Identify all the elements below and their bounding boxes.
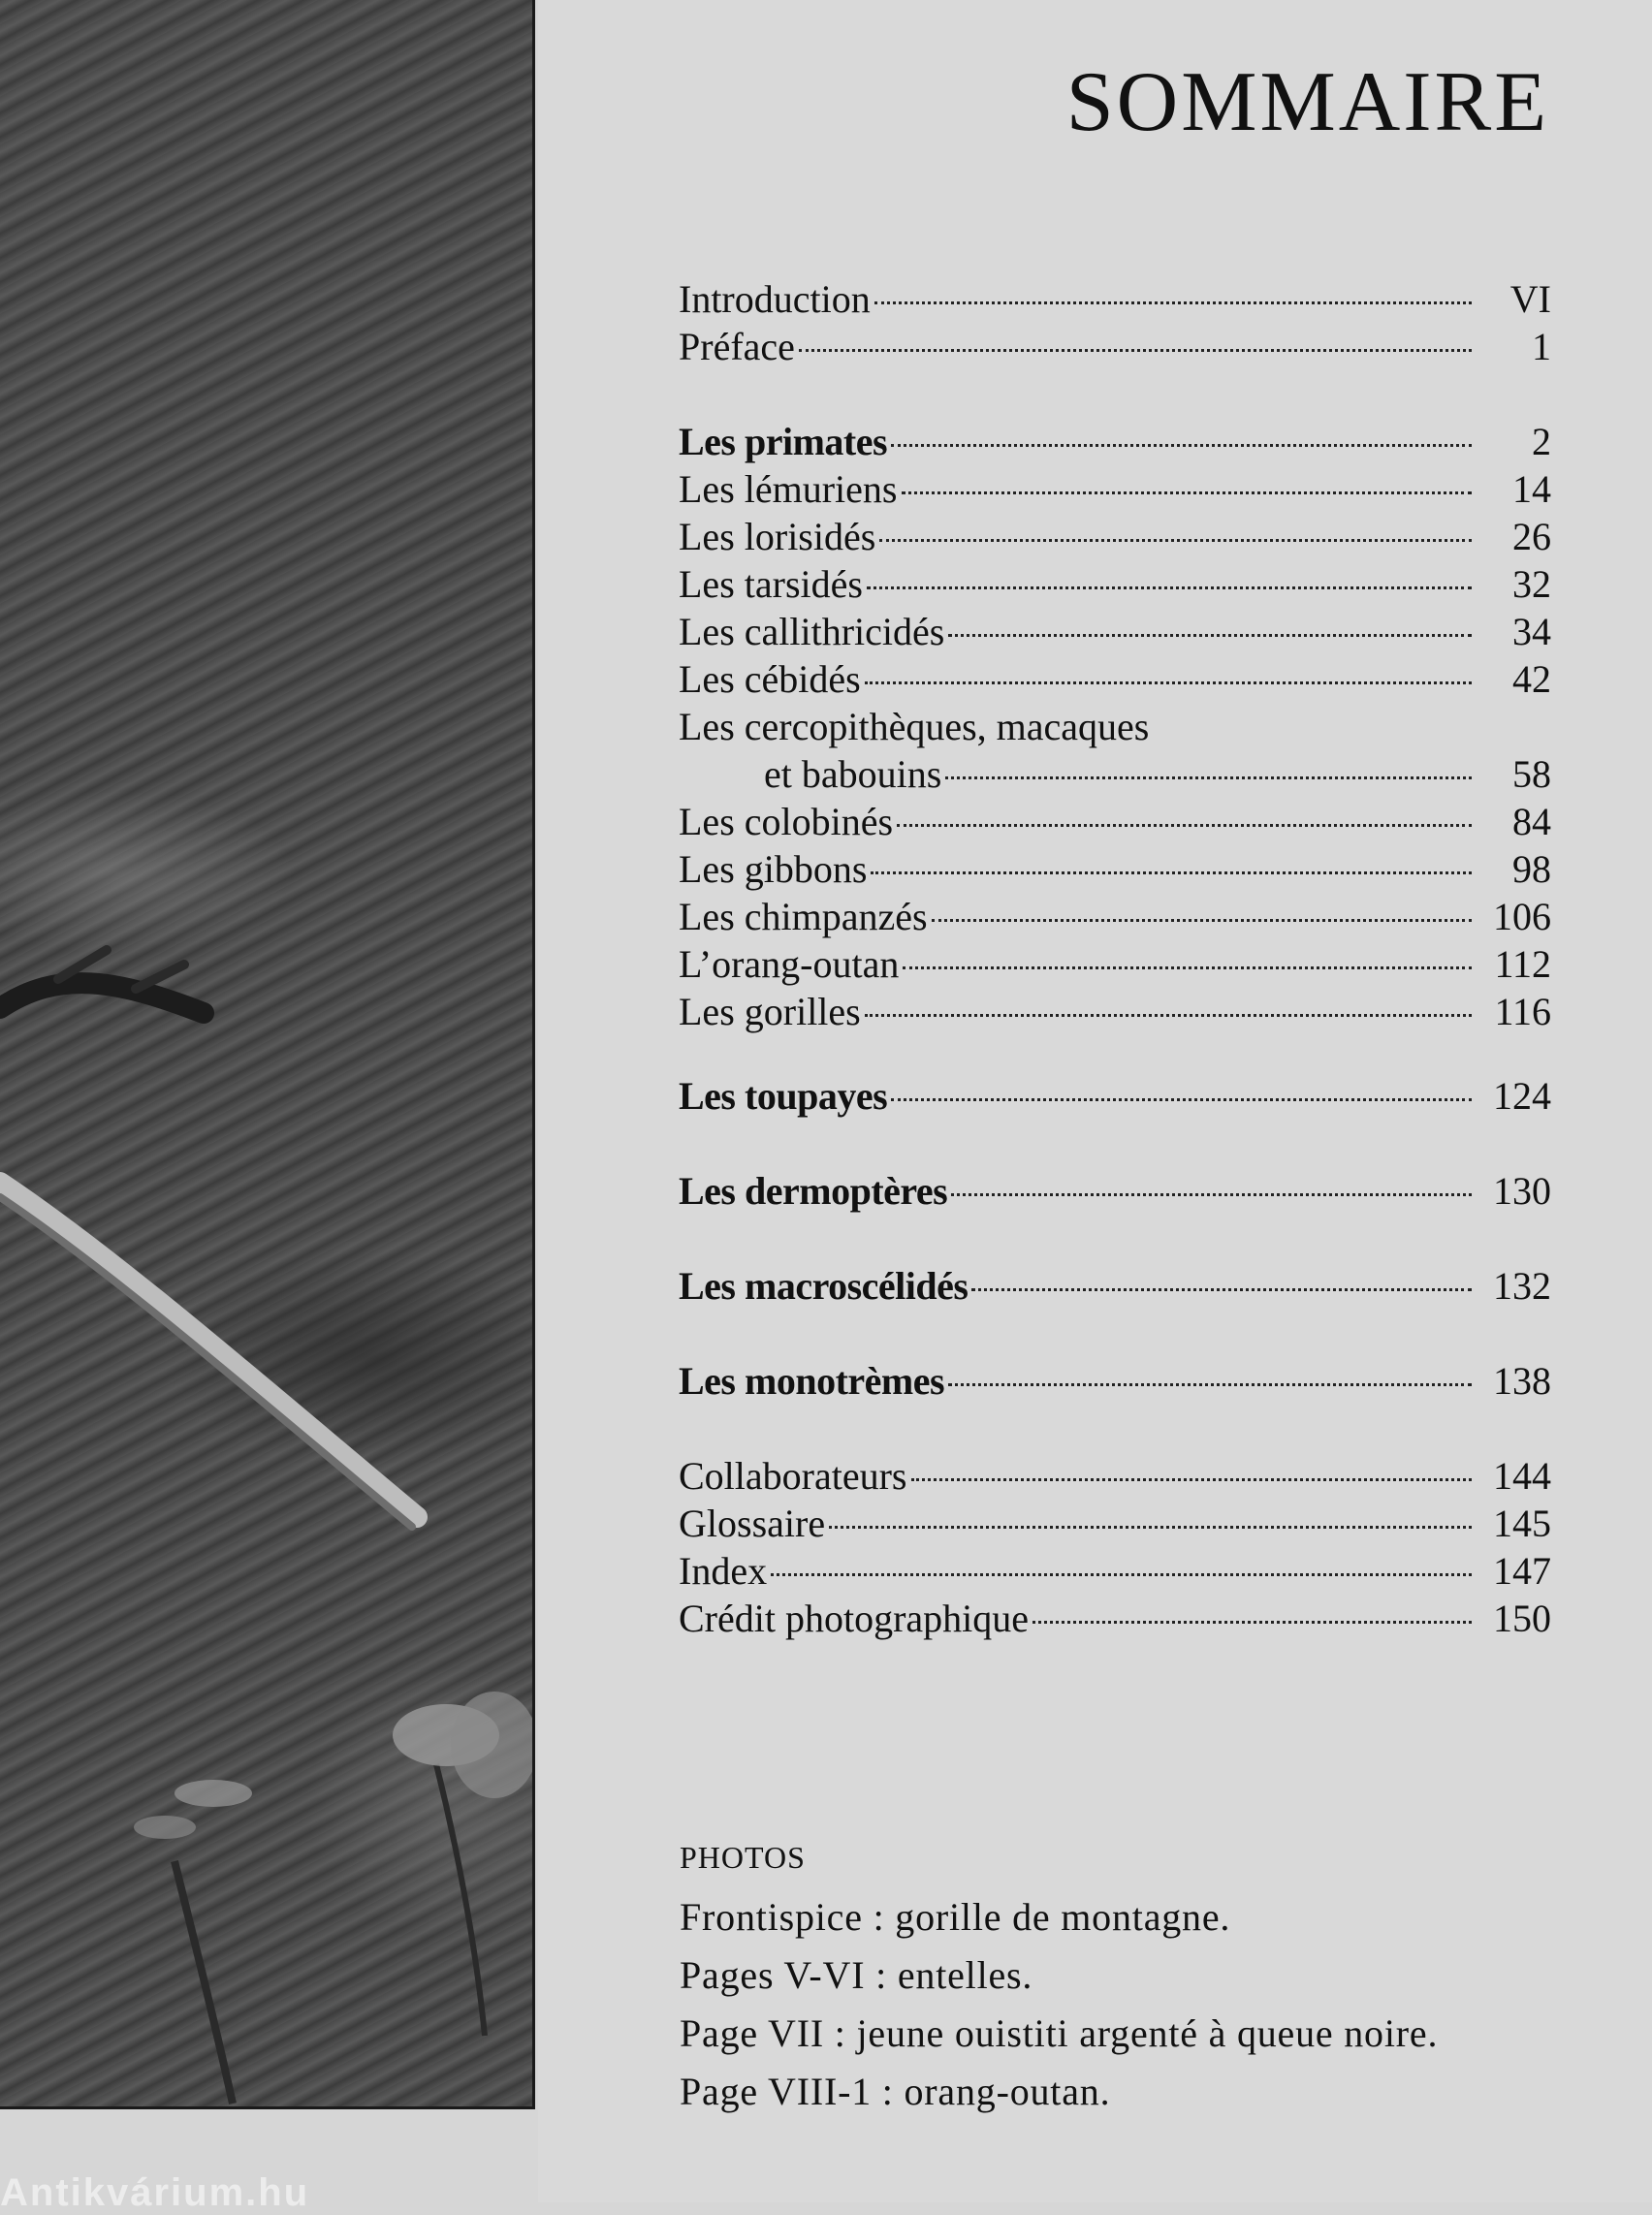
toc-entry-label: Préface [679, 325, 795, 368]
toc-entry-label: Les colobinés [679, 800, 894, 843]
toc-entry-page: 145 [1493, 1502, 1551, 1545]
toc-entry [679, 418, 1551, 466]
watermark: Antikvárium.hu [0, 2171, 310, 2214]
toc-leader-dots [897, 824, 1472, 827]
toc-entry [679, 560, 1551, 609]
toc-entry-page: 138 [1493, 1359, 1551, 1403]
toc-entry-page: 147 [1493, 1549, 1551, 1593]
toc-entry-label: Les dermoptères [679, 1169, 948, 1213]
toc-entry-label: Introduction [679, 277, 871, 321]
toc-entry-label: Les gibbons [679, 847, 868, 891]
photos-caption: Frontispice : gorille de montagne. [680, 1895, 1231, 1939]
toc-entry-page: 106 [1493, 895, 1551, 938]
toc-entry-label: et babouins [764, 752, 942, 796]
toc-entry-label: Les cébidés [679, 657, 861, 701]
monkey-photo [0, 0, 535, 2109]
toc-entry-page: 32 [1512, 562, 1551, 606]
toc-entry [679, 798, 1551, 846]
toc-entry-page: 34 [1512, 610, 1551, 653]
toc-entry [679, 893, 1551, 941]
toc-leader-dots [879, 539, 1472, 542]
toc-entry-page: 144 [1493, 1454, 1551, 1498]
photos-caption: Page VIII-1 : orang-outan. [680, 2070, 1111, 2113]
toc-entry-label: Collaborateurs [679, 1454, 907, 1498]
toc-entry-label: Les gorilles [679, 990, 861, 1033]
toc-entry-label: Les macroscélidés [679, 1264, 969, 1308]
toc-entry [679, 1262, 1551, 1311]
toc-entry-label: Les tarsidés [679, 562, 863, 606]
photos-heading: PHOTOS [680, 1840, 806, 1875]
toc-leader-dots [871, 871, 1472, 874]
toc-entry-page: 1 [1532, 325, 1551, 368]
photo-illustration [0, 0, 535, 2109]
toc-entry-page: 130 [1493, 1169, 1551, 1213]
toc-entry-page: 124 [1493, 1074, 1551, 1118]
toc-entry-page: 42 [1512, 657, 1551, 701]
toc-entry-page: 116 [1494, 990, 1551, 1033]
toc-leader-dots [891, 1098, 1472, 1101]
toc-leader-dots [945, 776, 1472, 779]
photos-caption: Page VII : jeune ouistiti argenté à queue noire. [680, 2011, 1439, 2055]
toc-entry-page: 14 [1512, 467, 1551, 511]
toc-entry-page: 132 [1493, 1264, 1551, 1308]
toc-leader-dots [911, 1478, 1473, 1481]
toc-entry-label: Les toupayes [679, 1074, 888, 1118]
toc-entry [679, 1500, 1551, 1548]
toc-entry [679, 1357, 1551, 1406]
toc-entry-label: Les primates [679, 420, 888, 463]
toc-entry [679, 323, 1551, 371]
toc-entry [679, 513, 1551, 561]
toc-entry [679, 608, 1551, 656]
toc-entry-page: VI [1509, 277, 1551, 321]
toc-entry-label: Les lorisidés [679, 515, 876, 558]
toc-leader-dots [891, 444, 1472, 447]
toc-entry-page: 150 [1493, 1597, 1551, 1640]
toc-entry-page: 58 [1512, 752, 1551, 796]
toc-entry-page: 84 [1512, 800, 1551, 843]
photos-caption: Pages V-VI : entelles. [680, 1953, 1033, 1997]
contents-page [538, 0, 1652, 2202]
toc-entry [679, 1452, 1551, 1501]
toc-entry [679, 940, 1551, 989]
toc-leader-dots [948, 634, 1472, 637]
page-title: SOMMAIRE [1065, 55, 1549, 149]
toc-leader-dots [932, 919, 1472, 922]
toc-leader-dots [865, 1014, 1472, 1017]
toc-entry-label: L’orang-outan [679, 942, 900, 986]
toc-entry [679, 465, 1551, 514]
toc-entry-label: Index [679, 1549, 768, 1593]
photos-section [680, 1838, 1649, 2121]
toc-entry [679, 988, 1551, 1036]
toc-entry [679, 275, 1551, 324]
toc-leader-dots [903, 966, 1472, 969]
toc-leader-dots [902, 491, 1473, 494]
toc-entry-label: Les monotrèmes [679, 1359, 945, 1403]
toc-entry-page: 26 [1512, 515, 1551, 558]
toc-entry-page: 98 [1512, 847, 1551, 891]
toc-leader-dots [771, 1573, 1472, 1576]
toc-entry [679, 655, 1551, 704]
toc-entry-label: Les chimpanzés [679, 895, 928, 938]
toc-leader-dots [865, 681, 1472, 684]
toc-entry [679, 1072, 1551, 1121]
toc-entry-page: 2 [1532, 420, 1551, 463]
toc-leader-dots [971, 1288, 1472, 1291]
toc-entry-label: Les lémuriens [679, 467, 898, 511]
toc-entry-label: Crédit photographique [679, 1597, 1030, 1640]
toc-leader-dots [829, 1526, 1472, 1529]
toc-entry [679, 845, 1551, 894]
toc-entry [679, 703, 1551, 751]
toc-entry [679, 1167, 1551, 1216]
toc-entry-label: Les callithricidés [679, 610, 945, 653]
toc-entry [679, 1595, 1551, 1643]
toc-entry-page: 112 [1494, 942, 1551, 986]
toc-leader-dots [951, 1193, 1472, 1196]
toc-leader-dots [867, 586, 1472, 589]
toc-leader-dots [1032, 1621, 1472, 1624]
toc-leader-dots [799, 349, 1472, 352]
toc-entry [679, 1547, 1551, 1596]
toc-leader-dots [874, 301, 1472, 304]
toc-leader-dots [948, 1383, 1472, 1386]
toc-entry-label: Les cercopithèques, macaques [679, 705, 1150, 748]
toc-entry-label: Glossaire [679, 1502, 826, 1545]
toc-entry [679, 750, 1551, 799]
